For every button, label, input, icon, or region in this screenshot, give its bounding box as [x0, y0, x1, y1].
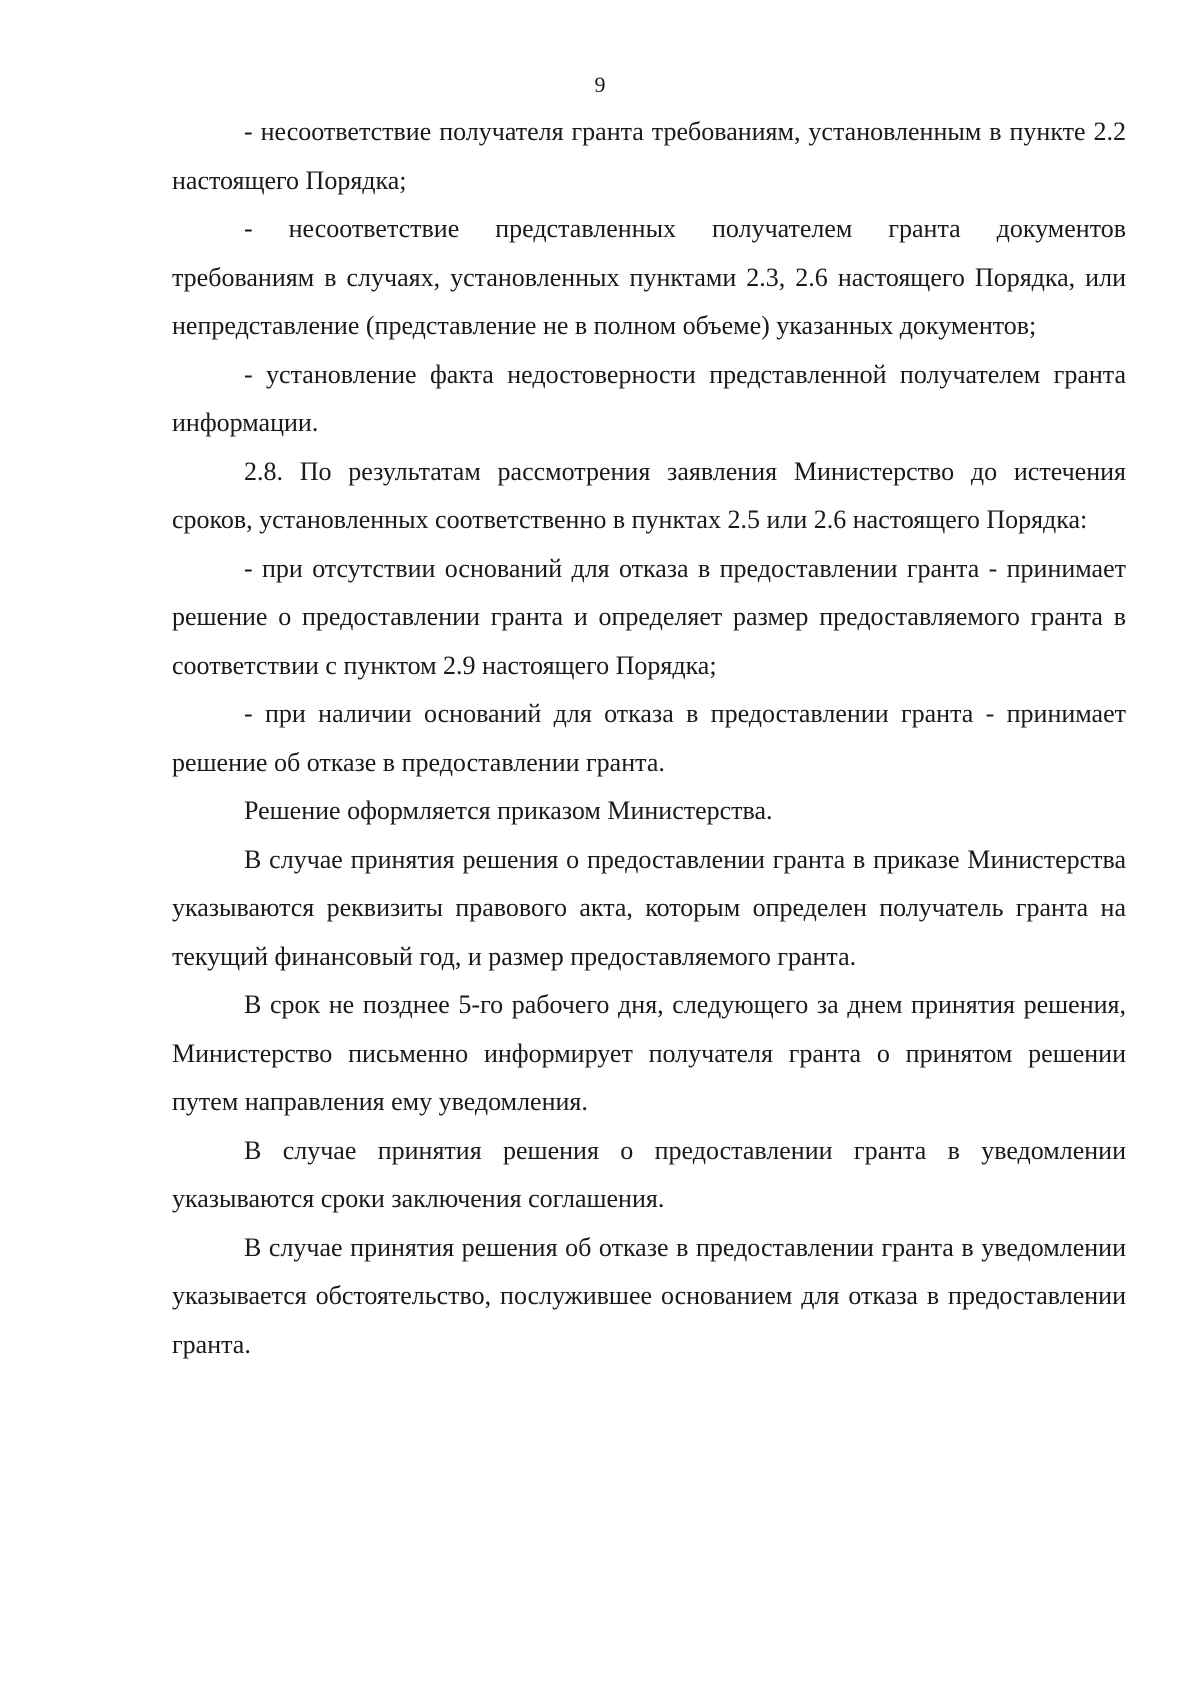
paragraph-grant-refusal: - при наличии оснований для отказа в предоставлении гранта - принимает решение об отказе в предоставлении гранта.	[172, 699, 1126, 777]
paragraph-refusal-reason: В случае принятия решения об отказе в предоставлении гранта в уведомлении указывается обстоятельство, послужившее основанием для отказа в предоставлении гранта.	[172, 1232, 1126, 1359]
document-body	[172, 108, 1126, 1369]
paragraph-documents-noncompliance: - несоответствие представленных получателем гранта документов требованиям в случаях, установленных пунктами 2.3, 2.6 настоящего Порядка, или непредставление (представление не в полном объеме) указанных документов;	[172, 214, 1126, 340]
paragraph-order-details: В случае принятия решения о предоставлении гранта в приказе Министерства указываются реквизиты правового акта, которым определен получатель гранта на текущий финансовый год, и размер предоставляемого гранта.	[172, 844, 1126, 971]
paragraph-false-information: - установление факта недостоверности представленной получателем гранта информации.	[172, 359, 1126, 437]
paragraph-agreement-terms: В случае принятия решения о предоставлении гранта в уведомлении указываются сроки заключения соглашения.	[172, 1135, 1126, 1213]
page-number: 9	[594, 72, 606, 97]
paragraph-clause-2-8: 2.8. По результатам рассмотрения заявления Министерство до истечения сроков, установленных соответственно в пунктах 2.5 или 2.6 настоящего Порядка:	[172, 456, 1126, 534]
paragraph-applicant-noncompliance: - несоответствие получателя гранта требованиям, установленным в пункте 2.2 настоящего Порядка;	[172, 117, 1126, 195]
paragraph-order-formalization: Решение оформляется приказом Министерства.	[244, 796, 773, 825]
paragraph-notification-deadline: В срок не позднее 5-го рабочего дня, следующего за днем принятия решения, Министерство письменно информирует получателя гранта о принятом решении путем направления ему уведомления.	[172, 990, 1126, 1116]
paragraph-grant-approval: - при отсутствии оснований для отказа в предоставлении гранта - принимает решение о предоставлении гранта и определяет размер предоставляемого гранта в соответствии с пунктом 2.9 настоящего Порядка;	[172, 553, 1126, 680]
